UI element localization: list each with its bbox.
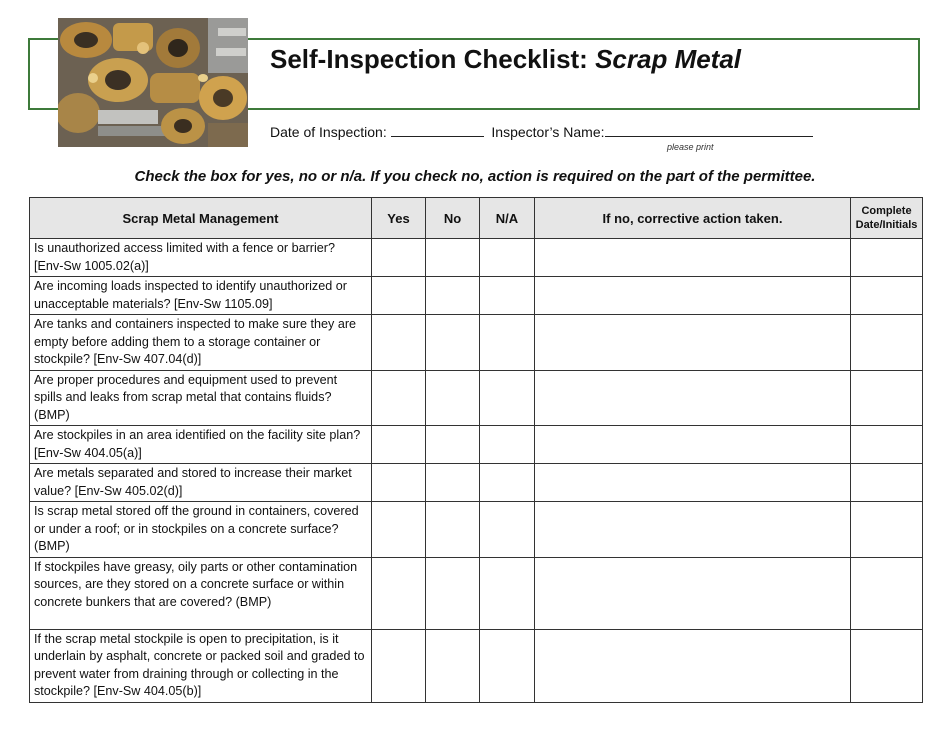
complete-date-cell[interactable] [851,277,923,315]
instructions: Check the box for yes, no or n/a. If you check no, action is required on the part of the permittee. [134,168,816,185]
complete-date-cell[interactable] [851,557,923,629]
no-checkbox-cell[interactable] [426,277,480,315]
na-checkbox-cell[interactable] [480,426,535,464]
corrective-action-cell[interactable] [535,370,851,426]
scrap-metal-photo [58,18,248,147]
na-checkbox-cell[interactable] [480,239,535,277]
question-cell: Are proper procedures and equipment used to prevent spills and leaks from scrap metal that contains fluids? (BMP) [30,370,372,426]
table-row [30,464,923,502]
col-header-na: N/A [480,198,535,239]
na-checkbox-cell[interactable] [480,502,535,558]
no-checkbox-cell[interactable] [426,426,480,464]
na-checkbox-cell[interactable] [480,464,535,502]
table-row [30,629,923,702]
corrective-action-cell[interactable] [535,502,851,558]
question-cell: If the scrap metal stockpile is open to precipitation, is it underlain by asphalt, concrete or packed soil and graded to prevent water from draining through or collecting in the stockpile? [Env-Sw 404.05(b)] [30,629,372,702]
question-cell: Is unauthorized access limited with a fence or barrier? [Env-Sw 1005.02(a)] [30,239,372,277]
no-checkbox-cell[interactable] [426,315,480,371]
no-checkbox-cell[interactable] [426,239,480,277]
question-cell: Are tanks and containers inspected to make sure they are empty before adding them to a storage container or stockpile? [Env-Sw 407.04(d)] [30,315,372,371]
question-cell: Are stockpiles in an area identified on the facility site plan? [Env-Sw 404.05(a)] [30,426,372,464]
complete-date-cell[interactable] [851,426,923,464]
col-header-complete [851,198,923,239]
table-row [30,277,923,315]
question-cell: Are metals separated and stored to increase their market value? [Env-Sw 405.02(d)] [30,464,372,502]
col-header-question: Scrap Metal Management [30,198,372,239]
yes-checkbox-cell[interactable] [372,277,426,315]
date-field[interactable] [391,124,484,137]
no-checkbox-cell[interactable] [426,370,480,426]
header-row [30,198,923,239]
yes-checkbox-cell[interactable] [372,315,426,371]
col-header-no: No [426,198,480,239]
yes-checkbox-cell[interactable] [372,426,426,464]
complete-date-cell[interactable] [851,315,923,371]
yes-checkbox-cell[interactable] [372,464,426,502]
yes-checkbox-cell[interactable] [372,557,426,629]
yes-checkbox-cell[interactable] [372,629,426,702]
question-cell: If stockpiles have greasy, oily parts or other contamination sources, are they stored on a concrete surface or within concrete bunkers that are covered? (BMP) [30,557,372,629]
complete-date-cell[interactable] [851,629,923,702]
yes-checkbox-cell[interactable] [372,370,426,426]
no-checkbox-cell[interactable] [426,557,480,629]
col-header-yes: Yes [372,198,426,239]
complete-date-cell[interactable] [851,464,923,502]
corrective-action-cell[interactable] [535,315,851,371]
complete-date-cell[interactable] [851,239,923,277]
na-checkbox-cell[interactable] [480,629,535,702]
yes-checkbox-cell[interactable] [372,239,426,277]
date-label: Date of Inspection: [270,124,387,140]
corrective-action-cell[interactable] [535,426,851,464]
col-header-action: If no, corrective action taken. [535,198,851,239]
checklist-table [29,197,923,703]
table-row [30,557,923,629]
na-checkbox-cell[interactable] [480,370,535,426]
inspection-meta [270,124,813,140]
question-cell: Are incoming loads inspected to identify unauthorized or unacceptable materials? [Env-Sw 1105.09] [30,277,372,315]
title-main: Self-Inspection Checklist: [270,44,588,74]
table-row [30,315,923,371]
please-print-note: please print [667,142,714,152]
na-checkbox-cell[interactable] [480,557,535,629]
yes-checkbox-cell[interactable] [372,502,426,558]
title-topic: Scrap Metal [595,44,742,74]
no-checkbox-cell[interactable] [426,464,480,502]
inspector-label: Inspector’s Name: [491,124,605,140]
table-row [30,239,923,277]
corrective-action-cell[interactable] [535,239,851,277]
corrective-action-cell[interactable] [535,277,851,315]
question-cell: Is scrap metal stored off the ground in containers, covered or under a roof; or in stockpiles on a concrete surface? (BMP) [30,502,372,558]
complete-date-cell[interactable] [851,502,923,558]
no-checkbox-cell[interactable] [426,629,480,702]
na-checkbox-cell[interactable] [480,277,535,315]
complete-date-cell[interactable] [851,370,923,426]
col-header-complete-line2: Date/Initials [855,219,918,231]
table-row [30,370,923,426]
no-checkbox-cell[interactable] [426,502,480,558]
table-row [30,502,923,558]
table-row [30,426,923,464]
corrective-action-cell[interactable] [535,629,851,702]
page-title [270,44,741,75]
na-checkbox-cell[interactable] [480,315,535,371]
corrective-action-cell[interactable] [535,557,851,629]
corrective-action-cell[interactable] [535,464,851,502]
inspector-name-field[interactable] [605,124,813,137]
col-header-complete-line1: Complete [861,205,912,217]
